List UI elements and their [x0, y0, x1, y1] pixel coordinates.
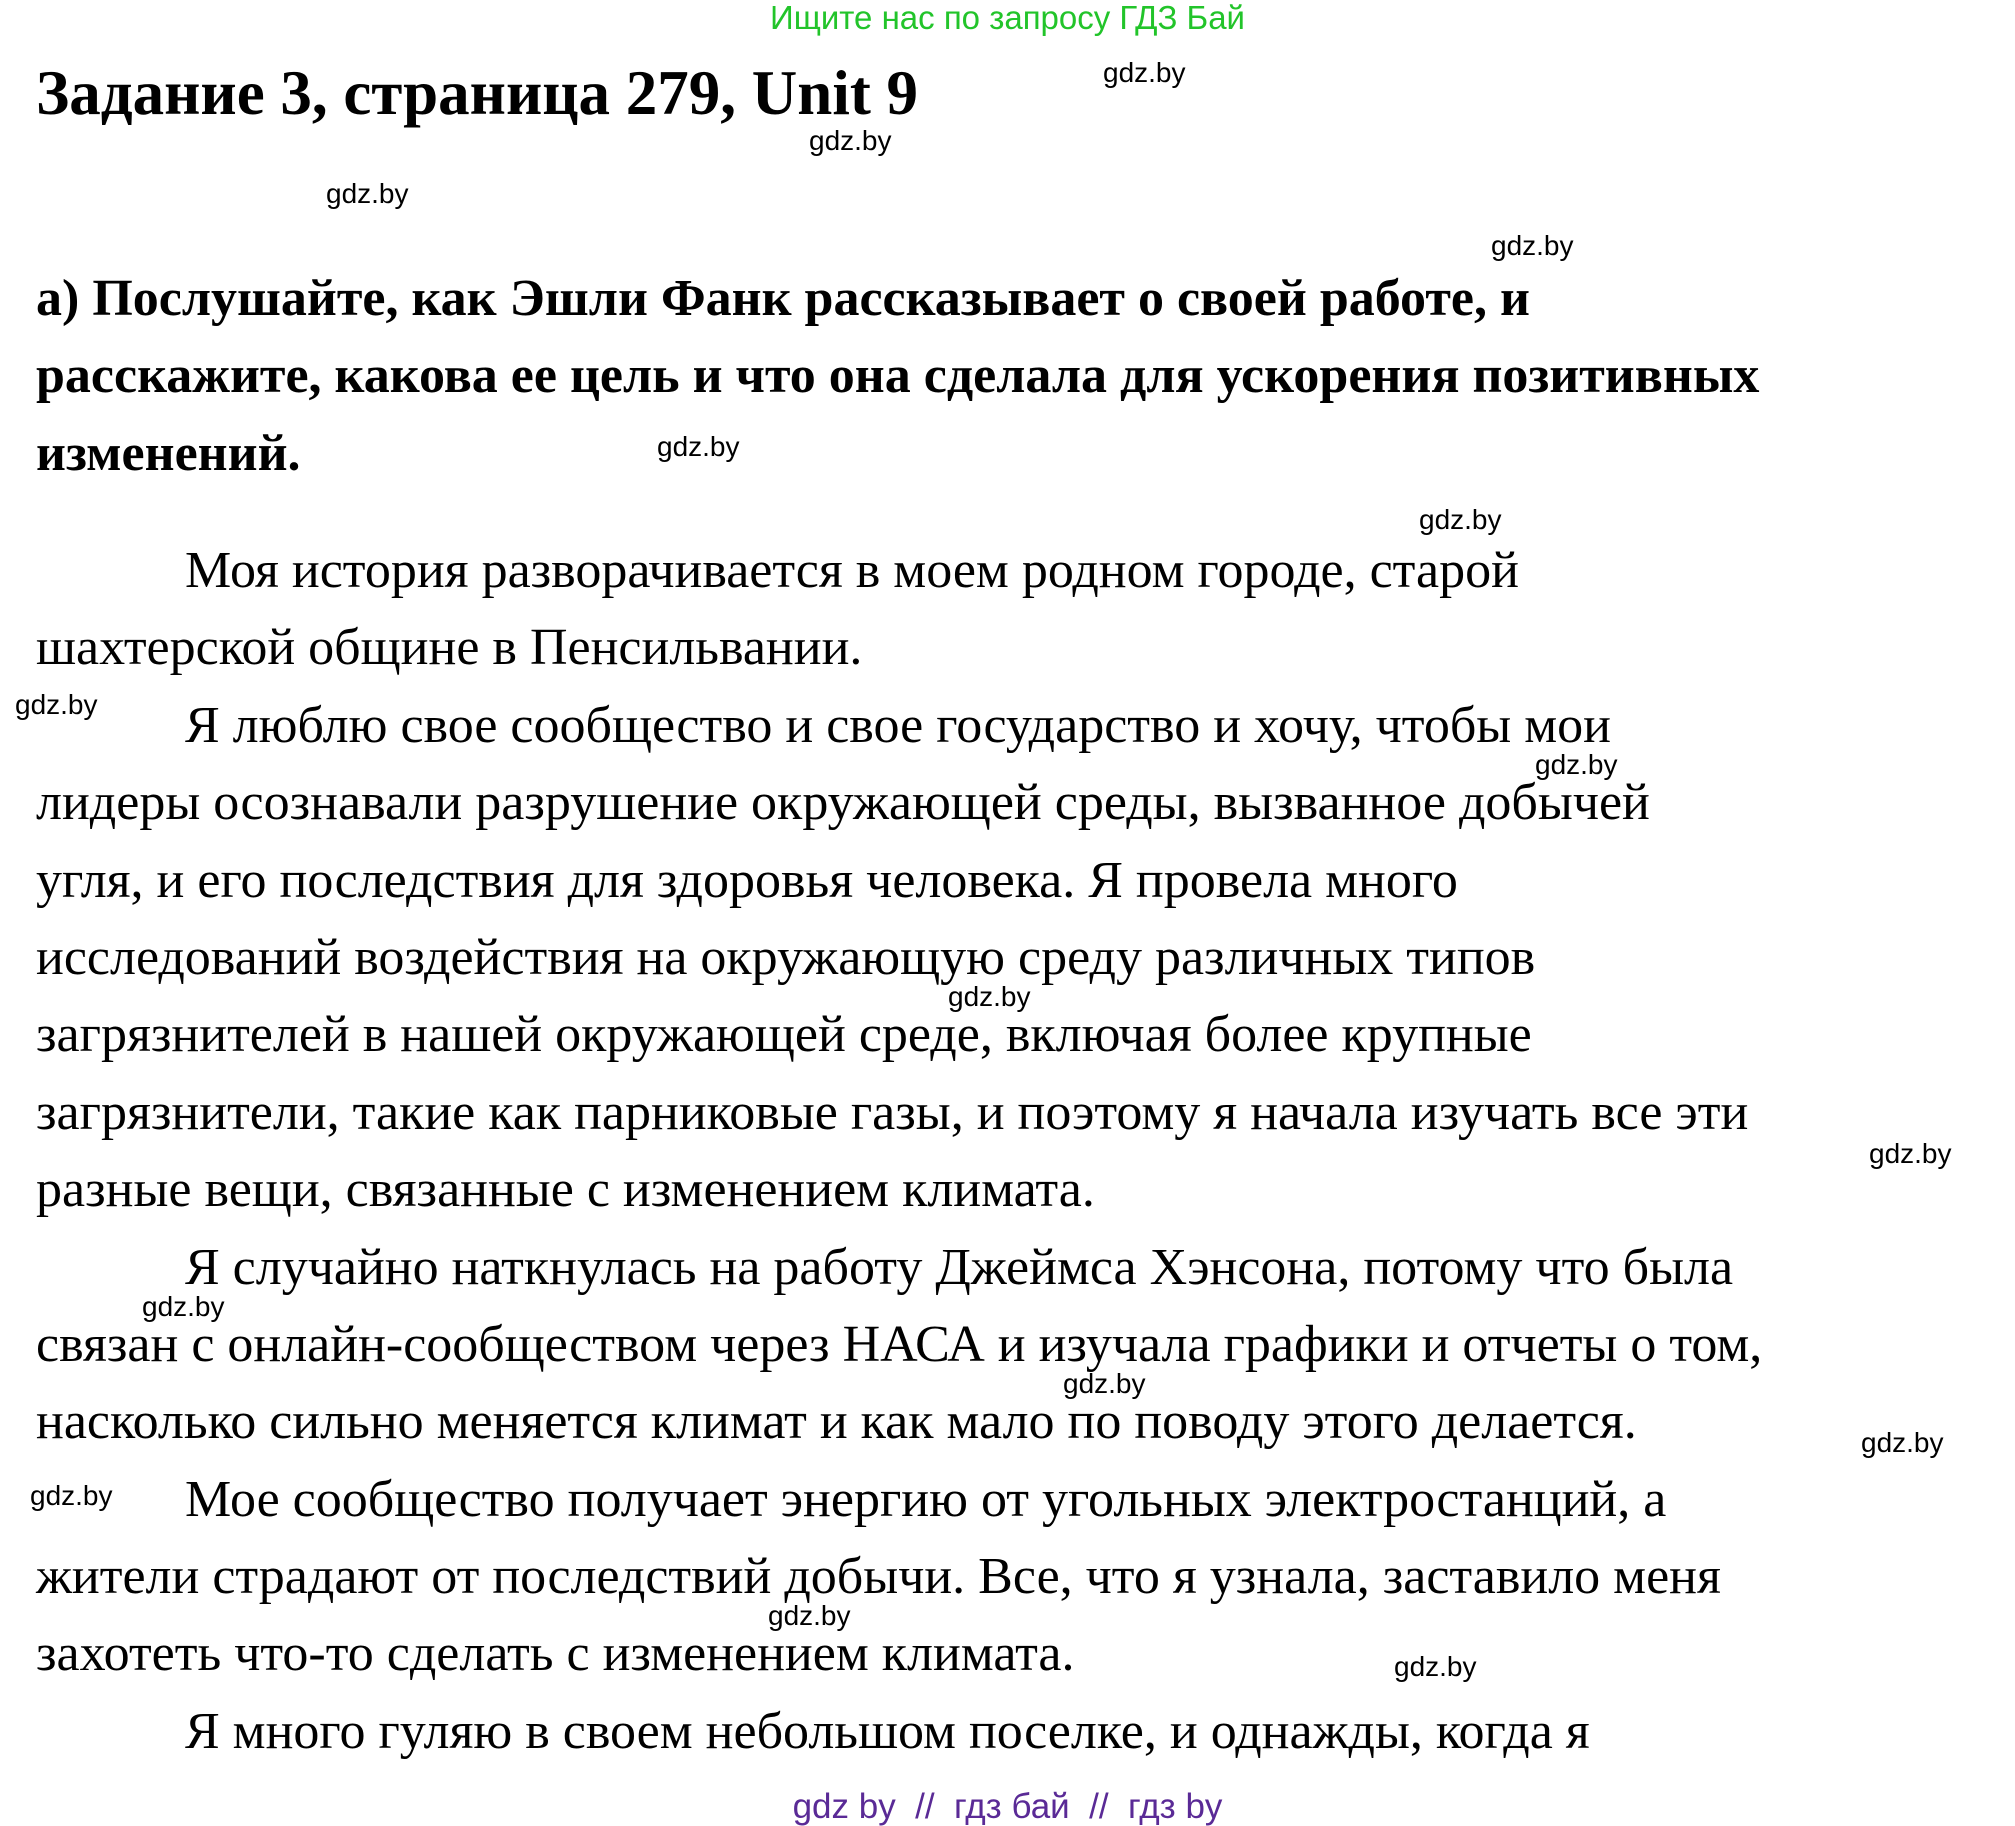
- watermark: gdz.by: [768, 1600, 851, 1631]
- watermark: gdz.by: [948, 981, 1031, 1012]
- watermark: gdz.by: [809, 125, 892, 156]
- task-instruction: [36, 260, 1759, 492]
- watermark: gdz.by: [30, 1480, 113, 1511]
- text-line: жители страдают от последствий добычи. Все, что я узнала, заставило меня: [36, 1548, 1721, 1606]
- text-line: Мое сообщество получает энергию от угольных электростанций, а: [185, 1470, 1667, 1528]
- footer-links[interactable]: gdz by // гдз бай // гдз by: [792, 1787, 1223, 1826]
- text-line: захотеть что-то сделать с изменением климата.: [36, 1625, 1075, 1683]
- text-line: насколько сильно меняется климат и как мало по поводу этого делается.: [36, 1393, 1637, 1451]
- text-line: угля, и его последствия для здоровья человека. Я провела много: [36, 851, 1458, 909]
- text-line: загрязнителей в нашей окружающей среде, включая более крупные: [36, 1006, 1532, 1064]
- watermark: gdz.by: [15, 689, 98, 720]
- watermark: gdz.by: [1861, 1427, 1944, 1458]
- text-line: Я люблю свое сообщество и свое государство и хочу, чтобы мои: [185, 696, 1611, 754]
- watermark: gdz.by: [326, 178, 409, 209]
- watermark: gdz.by: [1063, 1368, 1146, 1399]
- watermark: gdz.by: [1394, 1651, 1477, 1682]
- task-line: а) Послушайте, как Эшли Фанк рассказывает о своей работе, и: [36, 270, 1530, 327]
- text-line: Я много гуляю в своем небольшом поселке, и однажды, когда я: [185, 1702, 1590, 1760]
- text-line: исследований воздействия на окружающую среду различных типов: [36, 928, 1536, 986]
- watermark: gdz.by: [1103, 57, 1186, 88]
- answer-text: [36, 532, 1762, 1770]
- watermark: gdz.by: [142, 1291, 225, 1322]
- text-line: связан с онлайн-сообществом через НАСА и изучала графики и отчеты о том,: [36, 1315, 1763, 1373]
- text-line: шахтерской общине в Пенсильвании.: [36, 619, 863, 677]
- watermark: gdz.by: [1869, 1138, 1952, 1169]
- text-line: лидеры осознавали разрушение окружающей среды, вызванное добычей: [36, 774, 1650, 832]
- task-line: расскажите, какова ее цель и что она сделала для ускорения позитивных: [36, 347, 1760, 405]
- watermark: gdz.by: [1419, 504, 1502, 535]
- watermark: gdz.by: [1535, 749, 1618, 780]
- text-line: загрязнители, такие как парниковые газы, и поэтому я начала изучать все эти: [36, 1083, 1749, 1141]
- text-line: Моя история разворачивается в моем родном городе, старой: [185, 542, 1519, 599]
- page-title: Задание 3, страница 279, Unit 9: [36, 58, 919, 128]
- text-line: разные вещи, связанные с изменением климата.: [36, 1161, 1095, 1219]
- text-line: Я случайно наткнулась на работу Джеймса Хэнсона, потому что была: [185, 1238, 1734, 1296]
- watermark: gdz.by: [657, 431, 740, 462]
- search-hint-link[interactable]: Ищите нас по запросу ГДЗ Бай: [770, 0, 1245, 36]
- task-line: изменений.: [36, 424, 301, 482]
- watermark: gdz.by: [1491, 230, 1574, 261]
